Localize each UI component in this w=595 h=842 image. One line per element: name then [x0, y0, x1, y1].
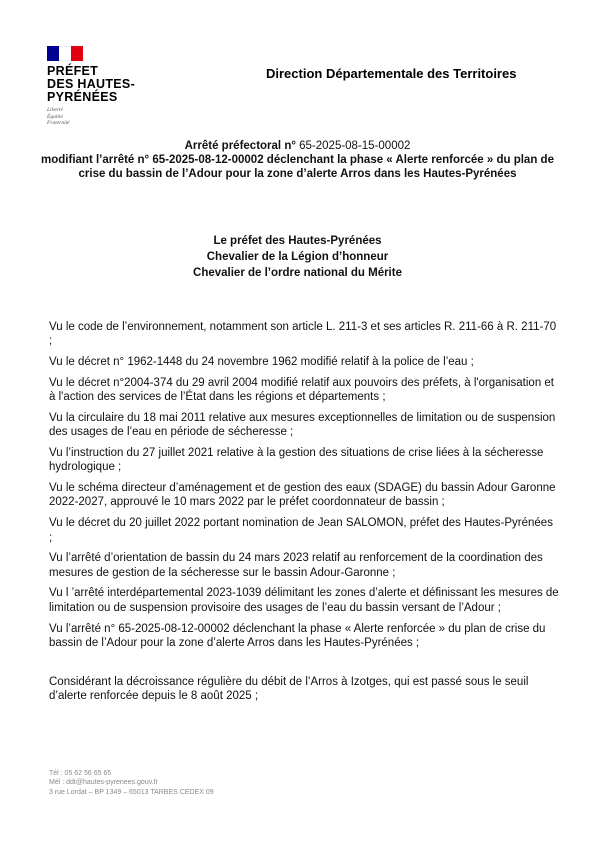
direction-title: Direction Départementale des Territoires [266, 66, 517, 81]
footer-address: 3 rue Lordat – BP 1349 – 65013 TARBES CEDEX 09 [49, 788, 214, 796]
visa-paragraph: Vu le code de l’environnement, notamment son article L. 211-3 et ses articles R. 211-66 à R. 211-70 ; [49, 321, 557, 348]
arrete-subject: modifiant l’arrêté n° 65-2025-08-12-00002 déclenchant la phase « Alerte renforcée » du plan de crise du bassin de l’Adour pour la zone d’alerte Arros dans les Hautes-Pyrénées [41, 154, 554, 180]
considerant-paragraph: Considérant la décroissance régulière du débit de l’Arros à Izotges, qui est passé sous le seuil d’alerte renforcée depuis le 8 août 2025 ; [49, 676, 529, 703]
republic-motto: Liberté Égalité Fraternité [47, 107, 70, 126]
visa-paragraph: Vu le décret n° 1962-1448 du 24 novembre 1962 modifié relatif à la police de l’eau ; [49, 356, 474, 369]
republic-logo [47, 46, 157, 127]
footer-phone: Tél : 05 62 56 65 65 [49, 770, 112, 777]
footer-contact [49, 769, 214, 797]
footer-email: Mél : ddt@hautes-pyrenees.gouv.fr [49, 779, 158, 787]
visa-paragraph: Vu la circulaire du 18 mai 2011 relative aux mesures exceptionnelles de limitation ou de suspension des usages de l’eau en période de sécheresse ; [49, 411, 556, 439]
visa-paragraph: Vu le schéma directeur d’aménagement et de gestion des eaux (SDAGE) du bassin Adour Garonne 2022-2027, approuvé le 10 mars 2022 par le préfet coordonnateur de bassin ; [49, 482, 556, 509]
french-flag-icon [47, 46, 83, 61]
visa-paragraph: Vu l’arrêté n° 65-2025-08-12-00002 déclenchant la phase « Alerte renforcée » du plan de crise du bassin de l’Adour pour la zone d’alerte Arros dans les Hautes-Pyrénées ; [49, 622, 546, 649]
prefet-signatory: Le préfet des Hautes-Pyrénées Chevalier de la Légion d’honneur Chevalier de l’ordre national du Mérite [193, 235, 402, 279]
arrete-number-line: Arrêté préfectoral n° 65-2025-08-15-00002 [184, 140, 411, 152]
visa-paragraph: Vu l ’arrêté interdépartemental 2023-1039 délimitant les zones d’alerte et définissant les mesures de limitation ou de suspension provisoire des usages de l’eau du bassin versant de l’Adour ; [49, 587, 559, 614]
visa-paragraph: Vu l’arrêté d’orientation de bassin du 24 mars 2023 relatif au renforcement de la coordination des mesures de gestion de la sécheresse sur le bassin Adour-Garonne ; [49, 552, 543, 579]
visa-paragraph: Vu l’instruction du 27 juillet 2021 relative à la gestion des situations de crise liées à la sécheresse hydrologique ; [49, 447, 544, 474]
logo-prefet-text: PRÉFET DES HAUTES- PYRÉNÉES [47, 64, 136, 104]
arrete-title [40, 139, 555, 181]
visa-paragraph: Vu le décret n°2004-374 du 29 avril 2004 modifié relatif aux pouvoirs des préfets, à l'organisation et à l'action des services de l’État dans les régions et départements ; [49, 376, 555, 404]
visa-paragraph: Vu le décret du 20 juillet 2022 portant nomination de Jean SALOMON, préfet des Hautes-Pyrénées ; [49, 517, 553, 544]
visas-section [49, 320, 559, 710]
